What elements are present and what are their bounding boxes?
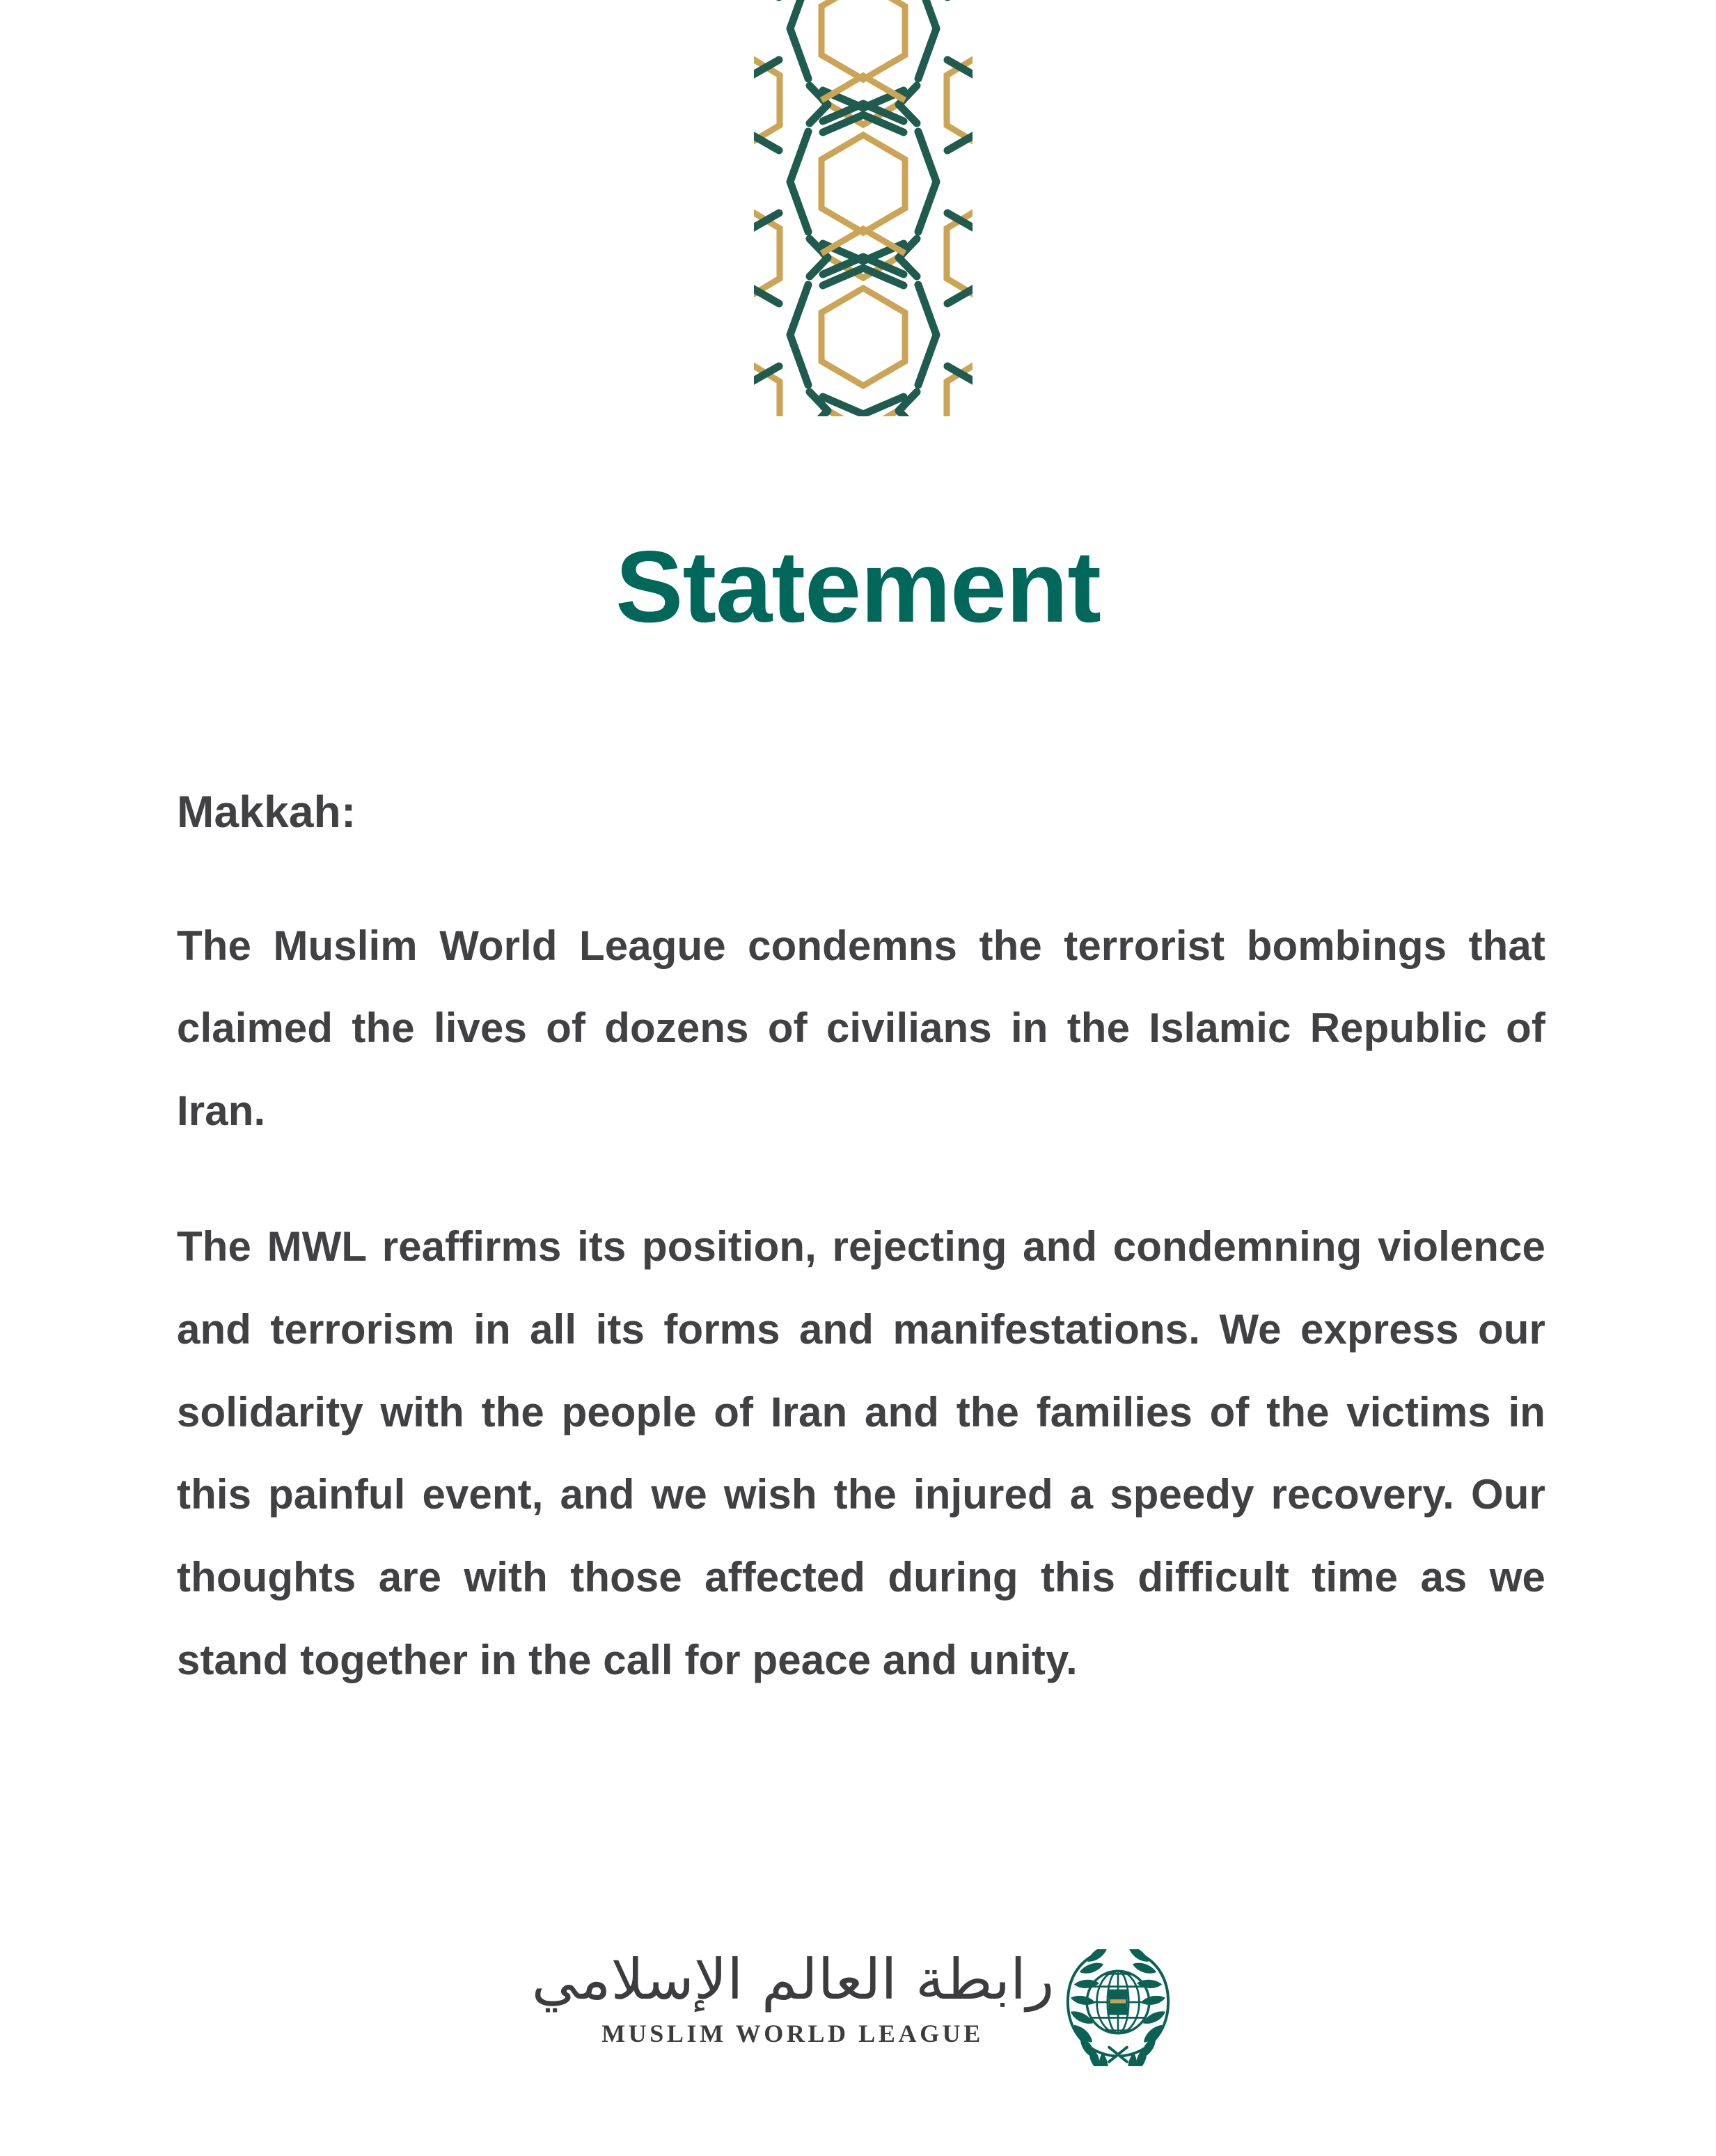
mwl-wordmark	[531, 1947, 1054, 2048]
dateline: Makkah:	[177, 787, 356, 837]
islamic-geometric-hexagon-pattern-icon	[754, 0, 973, 416]
statement-paragraph-2: The MWL reaffirms its position, rejecting and condemning violence and terrorism in all its forms and manifestations. We express our solidarity with the people of Iran and the families of the victims in this painful event, and we wish the injured a speedy recovery. Our thoughts are with those affected during this difficult time as we stand together in the call for peace and unity.	[177, 1222, 1545, 1683]
statement-body	[177, 787, 1545, 1702]
header-ornament-band	[0, 0, 1716, 432]
page-title: Statement	[615, 529, 1101, 643]
latin-name: MUSLIM WORLD LEAGUE	[601, 2020, 984, 2047]
statement-paragraph-1: The Muslim World League condemns the terrorist bombings that claimed the lives of dozens of civilians in the Islamic Republic of Iran.	[177, 922, 1545, 1135]
footer-logo	[0, 1949, 1716, 2066]
arabic-name: رابطة العالم الإسلامي	[531, 1947, 1054, 2012]
mwl-globe-laurel-emblem-icon	[1062, 1949, 1174, 2066]
